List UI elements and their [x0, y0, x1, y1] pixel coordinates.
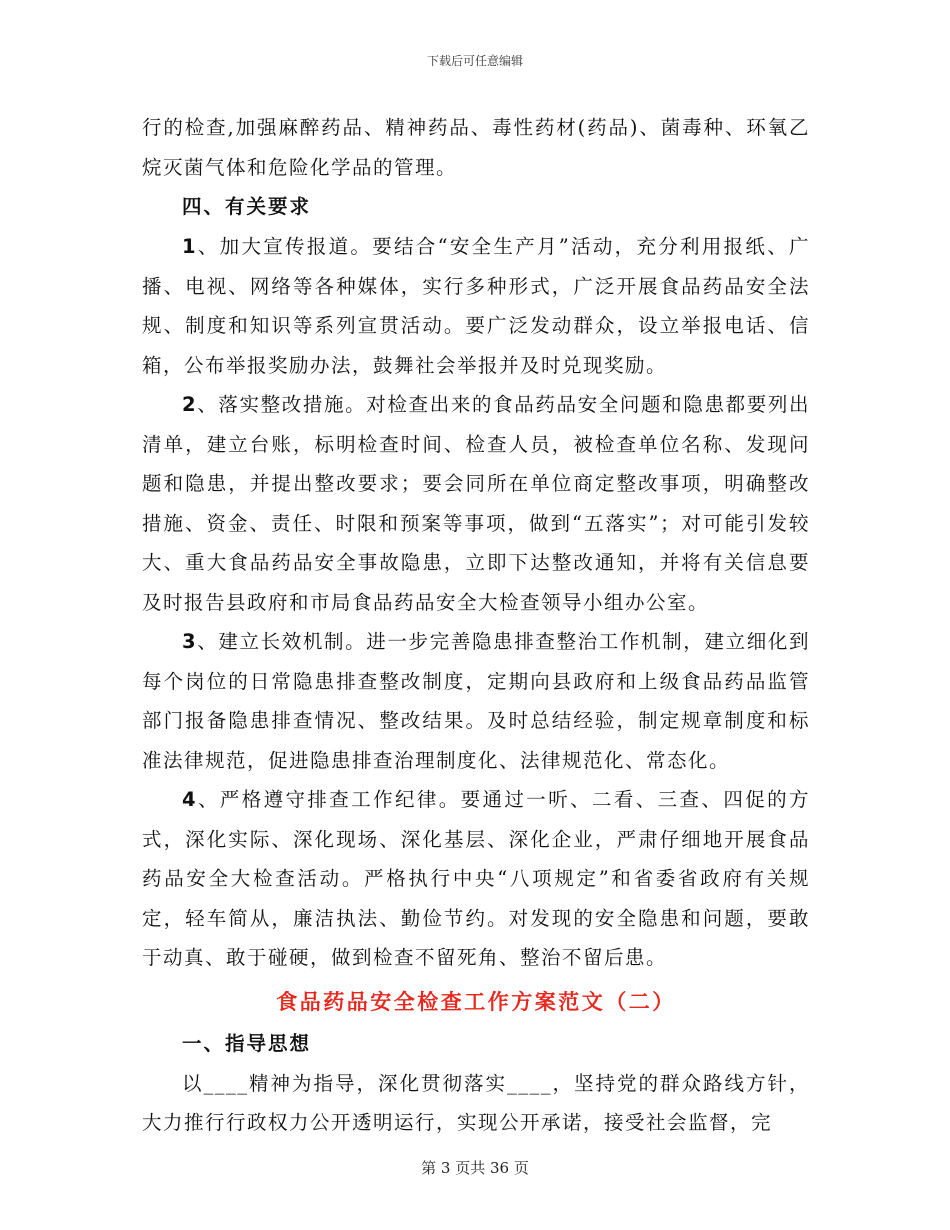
- item-number: 4: [182, 788, 198, 811]
- section-heading-requirements: 四、有关要求: [182, 195, 312, 218]
- document-title-2: 食品药品安全检查工作方案范文（二）: [276, 989, 676, 1014]
- requirement-item-2: [142, 385, 810, 622]
- requirement-item-4: [142, 780, 810, 978]
- guiding-ideology-paragraph: 以____精神为指导，深化贯彻落实____，坚持党的群众路线方针，大力推行行政权力公开透明运行，实现公开承诺，接受社会监督，完: [142, 1071, 810, 1134]
- item-text: 、加大宣传报道。要结合“安全生产月”活动，充分利用报纸、广播、电视、网络等各种媒体，实行多种形式，广泛开展食品药品安全法规、制度和知识等系列宣贯活动。要广泛发动群众，设立举报电话、信箱，公布举报奖励办法，鼓舞社会举报并及时兑现奖励。: [142, 235, 810, 377]
- intro-paragraph: 行的检查,加强麻醉药品、精神药品、毒性药材(药品)、菌毒种、环氧乙烷灭菌气体和危险化学品的管理。: [142, 116, 810, 179]
- page-footer: 第 3 页共 36 页: [421, 1159, 529, 1177]
- item-text: 、严格遵守排查工作纪律。要通过一听、二看、三查、四促的方式，深化实际、深化现场、深化基层、深化企业，严肃仔细地开展食品药品安全大检查活动。严格执行中央“八项规定”和省委省政府有关规定，轻车简从，廉洁执法、勤俭节约。对发现的安全隐患和问题，要敢于动真、敢于碰硬，做到检查不留死角、整治不留后患。: [142, 788, 810, 969]
- item-text: 、建立长效机制。进一步完善隐患排查整治工作机制，建立细化到每个岗位的日常隐患排查整改制度，定期向县政府和上级食品药品监管部门报备隐患排查情况、整改结果。及时总结经验，制定规章制度和标准法律规范，促进隐患排查治理制度化、法律规范化、常态化。: [142, 630, 810, 772]
- requirement-item-3: [142, 622, 810, 780]
- item-text: 、落实整改措施。对检查出来的食品药品安全问题和隐患都要列出清单，建立台账，标明检查时间、检查人员，被检查单位名称、发现问题和隐患，并提出整改要求；要会同所在单位商定整改事项，明确整改措施、资金、责任、时限和预案等事项，做到“五落实”；对可能引发较大、重大食品药品安全事故隐患，立即下达整改通知，并将有关信息要及时报告县政府和市局食品药品安全大检查领导小组办公室。: [142, 393, 810, 614]
- document-body: [142, 108, 810, 1143]
- requirement-item-1: [142, 227, 810, 385]
- section-heading-guiding-ideology: 一、指导思想: [182, 1031, 312, 1055]
- page-header: 下载后可任意编辑: [426, 54, 523, 68]
- item-number: 2: [182, 393, 198, 416]
- item-number: 1: [182, 235, 198, 258]
- item-number: 3: [182, 630, 198, 653]
